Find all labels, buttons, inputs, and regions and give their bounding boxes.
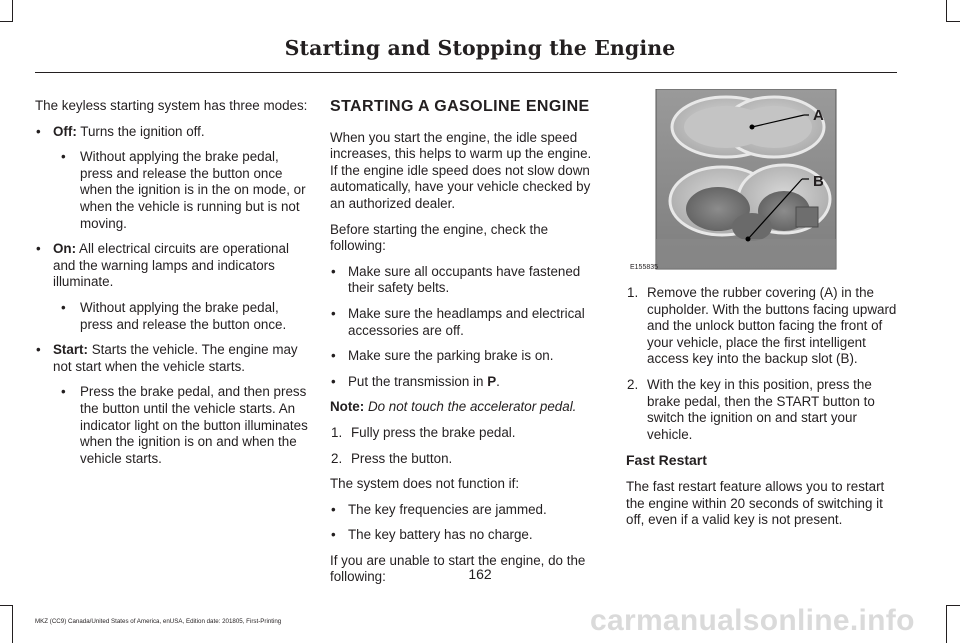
crop-mark-top-right-v (946, 0, 947, 22)
checklist-item (330, 306, 602, 339)
crop-mark-top-left-h (0, 21, 12, 22)
column-3 (626, 285, 898, 538)
gear-label: P (487, 373, 497, 389)
cupholder-backup-slot-image (626, 89, 902, 277)
mode-start-detail (35, 384, 309, 467)
mode-on (35, 241, 309, 291)
paragraph: If you are unable to start the engine, do the following: (330, 552, 586, 585)
paragraph: The system does not function if: (330, 476, 520, 492)
crop-mark-bottom-left-v (12, 605, 13, 643)
crop-mark-top-left-v (12, 0, 13, 22)
paragraph: When you start the engine, the idle speed increases, this helps to warm up the engine. If the engine idle speed does not slow down automatically, have your vehicle checked by an authorized dealer. (330, 129, 592, 211)
failure-text: The key frequencies are jammed. (348, 501, 547, 517)
step-number: 2. (627, 376, 639, 392)
step-number: 1. (331, 424, 343, 440)
bullet-icon: • (331, 305, 336, 321)
callout-a-label: A (813, 107, 824, 124)
step-item (626, 285, 898, 368)
checklist-item (330, 348, 602, 365)
intro-text: The keyless starting system has three modes: (35, 98, 308, 113)
step-text: With the key in this position, press the brake pedal, then the START button to switch the ignition on and start your vehicle. (647, 376, 875, 442)
step-item (330, 425, 602, 442)
paragraph: Before starting the engine, check the following: (330, 221, 549, 254)
header-divider (35, 72, 897, 73)
mode-text: All electrical circuits are operational and the warning lamps and indicators illuminate. (53, 241, 289, 290)
step-text: Press the button. (351, 450, 453, 466)
step-number: 2. (331, 450, 343, 466)
mode-start (35, 342, 309, 375)
bullet-icon: • (331, 373, 336, 389)
mode-text: Starts the vehicle. The engine may not start when the vehicle starts. (53, 342, 298, 374)
bullet-icon: • (36, 123, 41, 139)
bullet-icon: • (36, 342, 41, 358)
mode-label: Off: (53, 123, 77, 139)
punctuation: . (496, 373, 500, 389)
mode-detail-text: Without applying the brake pedal, press and release the button once when the ignition is in the on mode, or when the vehicle is running but is not moving. (80, 149, 306, 231)
column-1 (35, 98, 309, 476)
failure-item (330, 502, 602, 519)
step-text: Remove the rubber covering (A) in the cupholder. With the buttons facing upward and the unlock button facing the front of your vehicle, place the first intelligent access key into the backup slot (B). (647, 285, 897, 367)
page-number: 162 (468, 566, 492, 582)
bullet-icon: • (36, 241, 41, 257)
step-item (330, 451, 602, 468)
cupholder-illustration (626, 89, 902, 277)
page-title: Starting and Stopping the Engine (284, 36, 676, 60)
mode-detail-text: Without applying the brake pedal, press and release the button once. (80, 299, 287, 332)
figure-id: E155835 (630, 264, 659, 271)
mode-text: Turns the ignition off. (76, 123, 205, 139)
note (330, 399, 602, 416)
failure-text: The key battery has no charge. (348, 527, 533, 543)
note-text: Do not touch the accelerator pedal. (367, 399, 577, 415)
crop-mark-bottom-right-v (946, 605, 947, 643)
failure-item (330, 527, 602, 544)
bullet-icon: • (331, 527, 336, 543)
callout-b-label: B (813, 173, 824, 190)
checklist-text: Make sure the headlamps and electrical accessories are off. (348, 305, 585, 338)
checklist-text: Put the transmission in (348, 373, 488, 389)
bullet-icon: • (61, 299, 66, 315)
bullet-icon: • (331, 501, 336, 517)
bullet-icon: • (331, 348, 336, 364)
watermark: carmanualsonline.info (590, 604, 915, 637)
bullet-icon: • (331, 263, 336, 279)
footer-edition-info: MKZ (CC9) Canada/United States of America, enUSA, Edition date: 201805, First-Printing (35, 618, 282, 625)
mode-detail-text: Press the brake pedal, and then press the button until the vehicle starts. An indicator light on the button illuminates when the ignition is on and when the vehicle starts. (80, 384, 308, 466)
checklist-text: Make sure the parking brake is on. (348, 348, 554, 364)
crop-mark-top-right-h (946, 21, 960, 22)
paragraph: The fast restart feature allows you to restart the engine within 20 seconds of switching it off, even if a valid key is not present. (626, 478, 885, 528)
section-heading: STARTING A GASOLINE ENGINE (330, 98, 590, 115)
bullet-icon: • (61, 149, 66, 165)
mode-off-detail (35, 149, 309, 232)
bullet-icon: • (61, 384, 66, 400)
crop-mark-bottom-left-h (0, 605, 12, 606)
step-number: 1. (627, 285, 639, 300)
step-item (626, 377, 898, 443)
mode-on-detail (35, 300, 309, 333)
checklist-text: Make sure all occupants have fastened their safety belts. (348, 263, 581, 296)
column-2 (330, 99, 602, 595)
mode-label: Start: (53, 342, 88, 358)
checklist-item (330, 264, 602, 297)
crop-mark-bottom-right-h (946, 605, 960, 606)
mode-off (35, 124, 309, 141)
mode-label: On: (53, 241, 77, 257)
subsection-heading: Fast Restart (626, 452, 707, 469)
note-label: Note: (330, 399, 365, 415)
checklist-item (330, 374, 602, 391)
step-text: Fully press the brake pedal. (351, 424, 516, 440)
